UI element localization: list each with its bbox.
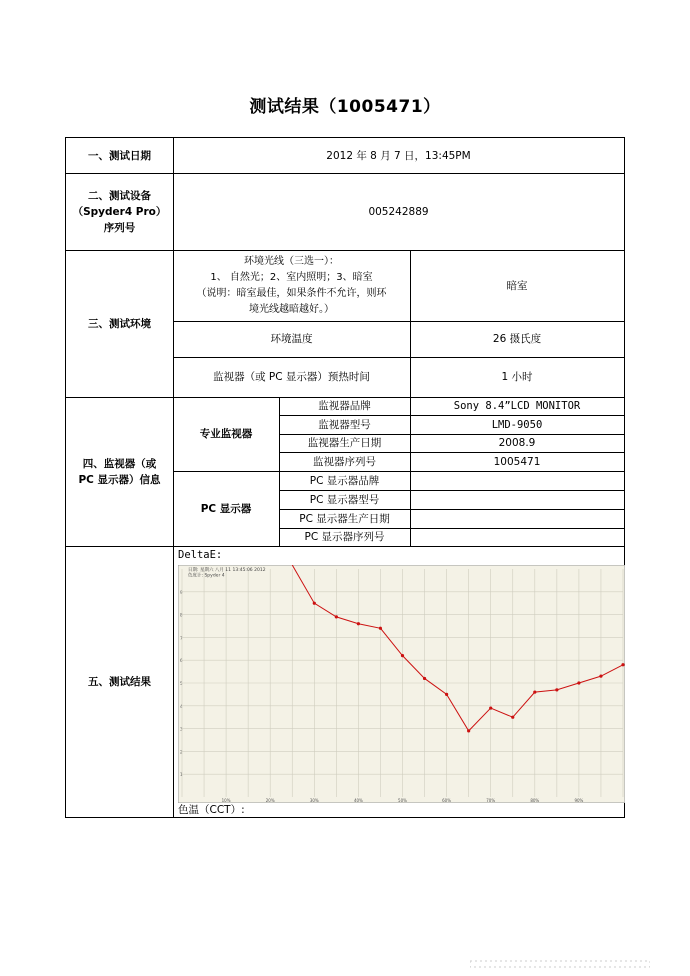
deltae-label: DeltaE: (178, 549, 223, 561)
ambient-light-line: 1、 自然光；2、室内照明；3、暗室 (210, 271, 373, 283)
device-label (66, 173, 173, 250)
x-tick-label: 70% (486, 798, 496, 803)
test-date-value: 2012 年 8 月 7 日，13:45PM (326, 149, 471, 162)
field-label: 监视器序列号 (313, 455, 376, 468)
result-label: 五、测试结果 (88, 675, 151, 688)
field-value (410, 471, 624, 490)
deltae-chart-svg (178, 565, 625, 803)
y-tick-label: 6 (180, 658, 183, 664)
field-value (410, 528, 624, 546)
device-label-line: 序列号 (103, 221, 136, 234)
deltae-data-point (533, 691, 536, 694)
monitor-info-line: PC 显示器）信息 (78, 473, 161, 486)
pc-monitor-label: PC 显示器 (200, 502, 252, 515)
deltae-data-point (599, 675, 602, 678)
x-tick-label: 80% (530, 798, 540, 803)
chart-header-line: 日期: 星期六 八月 11 13:45:06 2012 (188, 568, 266, 573)
deltae-data-point (401, 654, 404, 657)
watermark-mark (470, 958, 650, 970)
ambient-light-line: 境光线越暗越好。） (249, 303, 334, 315)
deltae-data-point (335, 615, 338, 618)
x-tick-label: 60% (442, 798, 452, 803)
ambient-temp-label: 环境温度 (270, 333, 313, 345)
y-tick-label: 2 (180, 749, 183, 755)
ambient-light-line: （说明：暗室最佳，如果条件不允许，则环 (196, 287, 387, 299)
warmup-label: 监视器（或 PC 显示器）预热时间 (213, 371, 370, 383)
deltae-data-point (357, 622, 360, 625)
field-label: PC 显示器品牌 (309, 474, 380, 487)
deltae-data-point (379, 627, 382, 630)
ambient-light-value: 暗室 (506, 279, 528, 292)
page-title: 测试结果（1005471） (249, 97, 441, 117)
field-label: PC 显示器生产日期 (299, 512, 390, 525)
y-tick-label: 1 (180, 772, 183, 778)
x-tick-label: 20% (265, 798, 275, 803)
deltae-data-point (313, 602, 316, 605)
deltae-data-point (511, 716, 514, 719)
cct-label: 色温（CCT）: (178, 804, 245, 816)
x-tick-label: 10% (221, 798, 231, 803)
result-table (65, 137, 625, 818)
warmup-value: 1 小时 (501, 371, 533, 383)
ambient-temp-value: 26 摄氏度 (492, 333, 542, 345)
y-tick-label: 4 (180, 703, 183, 709)
field-value (410, 490, 624, 509)
field-value: LMD-9050 (491, 418, 543, 431)
deltae-chart (178, 565, 625, 803)
device-serial-value: 005242889 (368, 205, 429, 218)
chart-background (178, 565, 625, 803)
field-label: 监视器生产日期 (307, 437, 382, 449)
device-label-line: （Spyder4 Pro） (72, 205, 167, 218)
field-value: 1005471 (493, 455, 541, 468)
field-label: PC 显示器型号 (309, 493, 380, 506)
device-label-line: 二、测试设备 (88, 189, 151, 202)
deltae-data-point (555, 688, 558, 691)
y-tick-label: 7 (180, 635, 183, 641)
y-tick-label: 5 (180, 681, 183, 686)
y-tick-label: 9 (180, 589, 183, 595)
deltae-data-point (467, 729, 470, 732)
deltae-data-point (489, 706, 492, 709)
y-tick-label: 8 (180, 612, 183, 618)
field-label: 监视器品牌 (318, 400, 371, 412)
x-tick-label: 30% (309, 798, 319, 803)
field-value: 2008.9 (498, 437, 536, 449)
monitor-info-label (66, 397, 173, 546)
environment-label: 三、测试环境 (88, 317, 151, 330)
field-label: PC 显示器序列号 (304, 531, 385, 543)
pro-monitor-label: 专业监视器 (199, 428, 253, 440)
field-label: 监视器型号 (318, 418, 371, 431)
test-date-label: 一、测试日期 (88, 149, 151, 162)
x-tick-label: 90% (574, 798, 584, 803)
watermark (470, 958, 650, 973)
ambient-light-line: 环境光线（三选一）： (244, 255, 339, 267)
x-tick-label: 40% (353, 798, 363, 803)
deltae-data-point (423, 677, 426, 680)
chart-header-line: 色度计: Spyder 4 (188, 573, 225, 579)
deltae-data-point (445, 693, 448, 696)
ambient-light-options (173, 250, 410, 321)
y-tick-label: 3 (180, 726, 183, 732)
field-value: Sony 8.4”LCD MONITOR (453, 400, 581, 412)
monitor-info-line: 四、监视器（或 (82, 457, 157, 470)
x-tick-label: 50% (398, 798, 407, 803)
deltae-data-point (577, 681, 580, 684)
field-value (410, 509, 624, 528)
deltae-data-point (621, 663, 624, 666)
